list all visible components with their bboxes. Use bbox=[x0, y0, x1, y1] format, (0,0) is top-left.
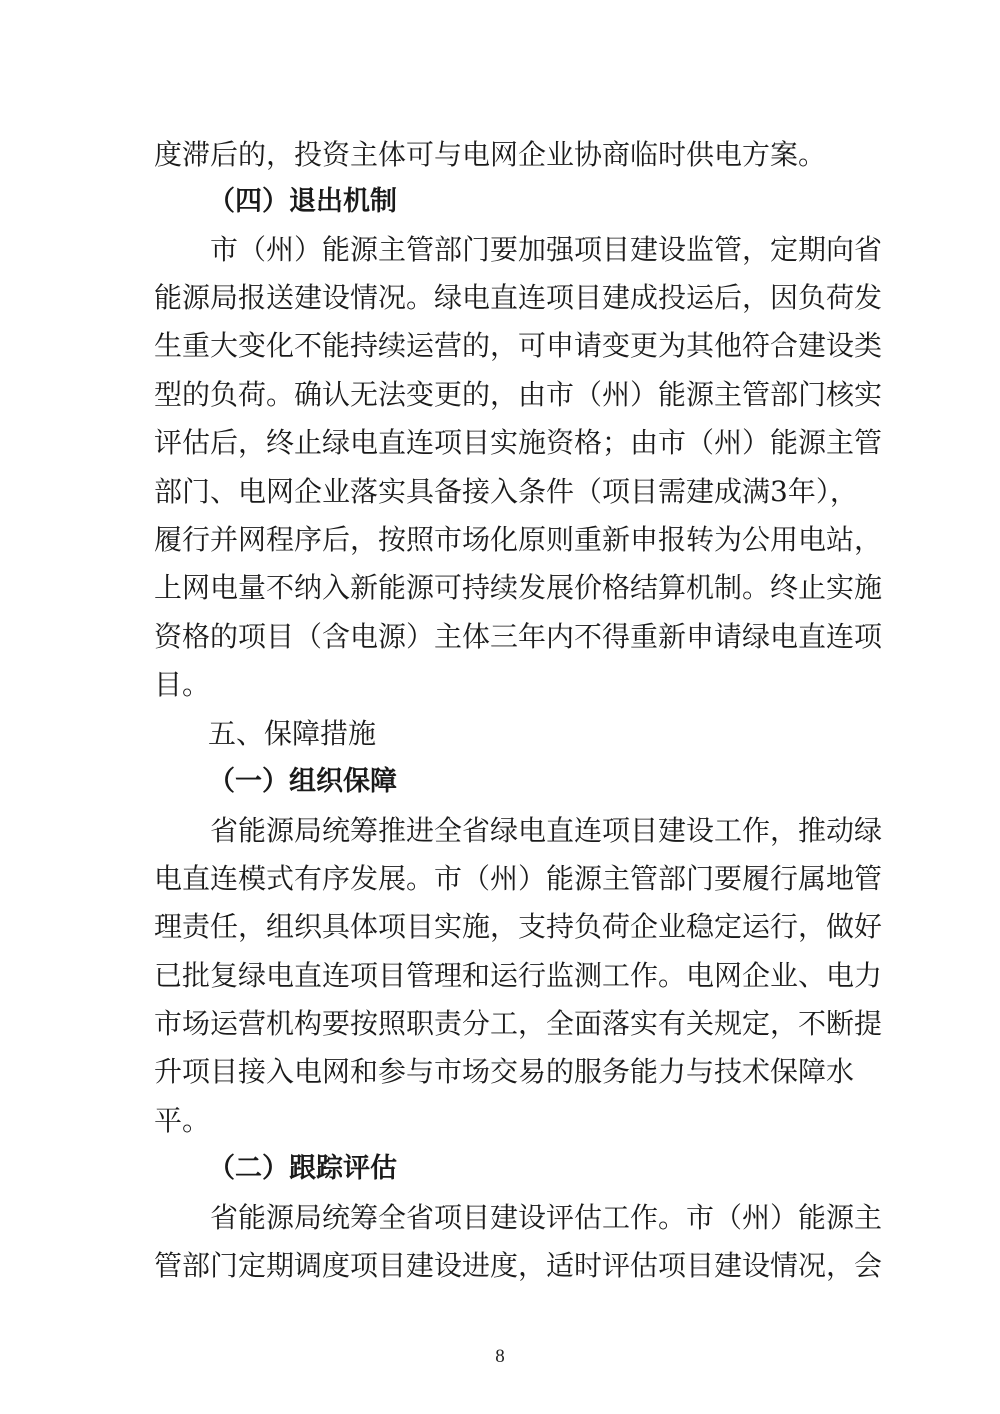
paragraph-line: 评估后，终止绿电直连项目实施资格；由市（州）能源主管 bbox=[154, 426, 883, 459]
paragraph-line: 平。 bbox=[154, 1104, 211, 1137]
paragraph-line: 电直连模式有序发展。市（州）能源主管部门要履行属地管 bbox=[154, 862, 883, 895]
section-heading-organization: （一）组织保障 bbox=[208, 766, 397, 797]
paragraph-line: 上网电量不纳入新能源可持续发展价格结算机制。终止实施 bbox=[154, 571, 883, 604]
paragraph-line: 已批复绿电直连项目管理和运行监测工作。电网企业、电力 bbox=[154, 959, 883, 992]
paragraph-line: 市场运营机构要按照职责分工，全面落实有关规定，不断提 bbox=[154, 1007, 883, 1040]
paragraph-line: 市（州）能源主管部门要加强项目建设监管，定期向省 bbox=[210, 233, 883, 266]
paragraph-line: 履行并网程序后，按照市场化原则重新申报转为公用电站， bbox=[154, 523, 883, 556]
paragraph-line: 部门、电网企业落实具备接入条件（项目需建成满3年）， bbox=[154, 475, 858, 508]
paragraph-line: 型的负荷。确认无法变更的，由市（州）能源主管部门核实 bbox=[154, 378, 883, 411]
paragraph-line: 理责任，组织具体项目实施，支持负荷企业稳定运行，做好 bbox=[154, 910, 883, 943]
paragraph-line: 目。 bbox=[154, 668, 211, 701]
paragraph-line: 省能源局统筹推进全省绿电直连项目建设工作，推动绿 bbox=[210, 814, 883, 847]
paragraph-line: 资格的项目（含电源）主体三年内不得重新申请绿电直连项 bbox=[154, 620, 883, 653]
section-heading-tracking-evaluation: （二）跟踪评估 bbox=[208, 1153, 397, 1184]
section-heading-exit-mechanism: （四）退出机制 bbox=[208, 186, 397, 217]
section-heading-safeguards: 五、保障措施 bbox=[208, 717, 377, 750]
page-number: 8 bbox=[495, 1346, 505, 1367]
paragraph-line: 能源局报送建设情况。绿电直连项目建成投运后，因负荷发 bbox=[154, 281, 883, 314]
paragraph-line: 升项目接入电网和参与市场交易的服务能力与技术保障水 bbox=[154, 1055, 855, 1088]
paragraph-line: 生重大变化不能持续运营的，可申请变更为其他符合建设类 bbox=[154, 329, 883, 362]
paragraph-line: 省能源局统筹全省项目建设评估工作。市（州）能源主 bbox=[210, 1201, 883, 1234]
paragraph-line: 管部门定期调度项目建设进度，适时评估项目建设情况，会 bbox=[154, 1249, 883, 1282]
paragraph-line: 度滞后的，投资主体可与电网企业协商临时供电方案。 bbox=[154, 138, 827, 171]
